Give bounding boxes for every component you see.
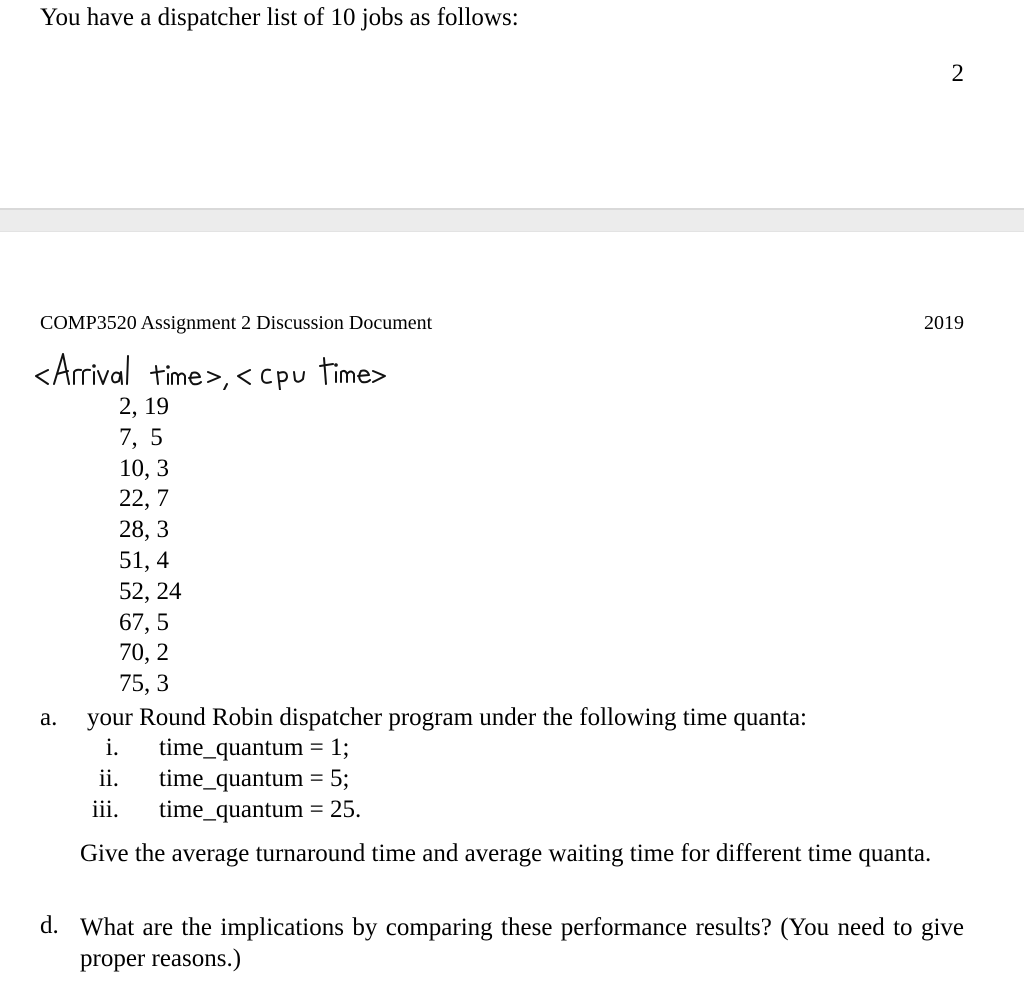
question-d-text: What are the implications by comparing these performance results? (You need to give proper reasons.) [80, 914, 964, 972]
job-item: 2, 19 [119, 393, 169, 420]
intro-text: You have a dispatcher list of 10 jobs as follows: [40, 4, 519, 31]
job-list [119, 392, 182, 700]
quantum-number: iii. [91, 796, 119, 823]
quantum-value: time_quantum = 1; [159, 734, 350, 761]
job-item: 51, 4 [119, 546, 169, 574]
quantum-value: time_quantum = 25. [159, 796, 362, 823]
question-a-label: a. [40, 704, 58, 731]
job-item: 22, 7 [119, 485, 169, 513]
job-item: 52, 24 [119, 577, 182, 605]
handwritten-annotation [30, 344, 390, 395]
quantum-number: i. [105, 734, 119, 761]
job-item: 7, 5 [119, 423, 163, 451]
document-header-year: 2019 [924, 312, 964, 334]
quantum-value: time_quantum = 5; [159, 765, 350, 792]
document-header-title: COMP3520 Assignment 2 Discussion Document [40, 312, 433, 334]
job-item: 67, 5 [119, 608, 169, 636]
handwriting-drawing [30, 344, 390, 390]
job-item: 28, 3 [119, 516, 169, 544]
job-item: 75, 3 [119, 670, 169, 698]
question-a-text: your Round Robin dispatcher program under the following time quanta: [87, 704, 807, 731]
job-item: 70, 2 [119, 639, 169, 667]
question-d-label: d. [40, 912, 59, 939]
job-item: 10, 3 [119, 454, 169, 482]
question-a-followup: Give the average turnaround time and average waiting time for different time quanta. [80, 840, 932, 867]
page-separator [0, 208, 1024, 232]
quantum-number: ii. [98, 765, 119, 792]
page-number: 2 [951, 60, 964, 87]
